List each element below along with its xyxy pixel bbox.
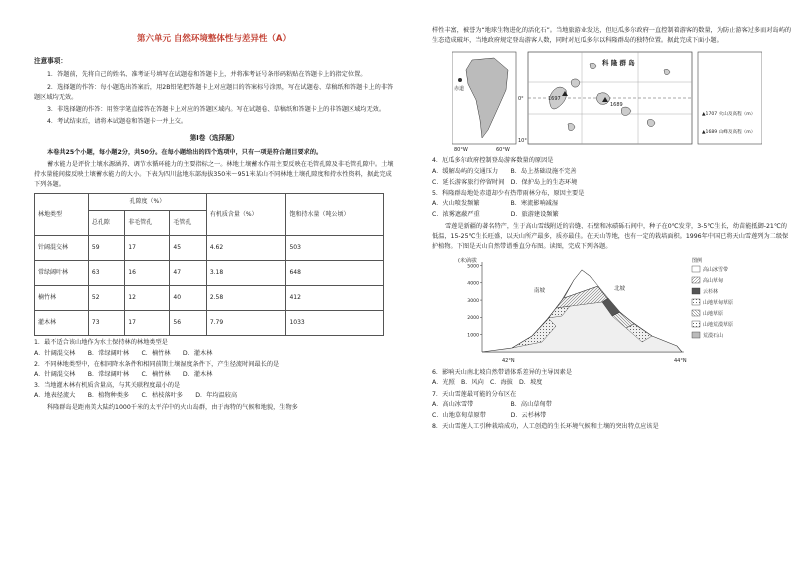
y-tick-label: 2000 xyxy=(467,316,479,322)
table-header: 有机质含量（%） xyxy=(206,194,286,236)
question-options: A．光照 B．风向 C．海拔 D．坡度 xyxy=(432,379,543,387)
question-options: A．针阔混交林 B．常绿阔叶林 C．楠竹林 D．灌木林 xyxy=(34,349,213,357)
legend-entry: 山地荒漠草原 xyxy=(703,322,734,329)
galapagos-map xyxy=(452,50,762,152)
table-cell: 常绿阔叶林 xyxy=(35,261,89,286)
map-lat-label: 10° xyxy=(518,138,527,145)
table-cell: 3.18 xyxy=(206,261,286,286)
table-cell: 17 xyxy=(125,236,170,261)
legend-swatch xyxy=(692,299,700,305)
table-cell: 45 xyxy=(170,236,206,261)
question-options: A．地表径流大 B．植物种类多 C．枯枝落叶多 D．年均温较高 xyxy=(34,392,238,400)
table-header: 毛管孔 xyxy=(170,211,206,236)
map-peak-label: 1689 xyxy=(610,102,623,109)
question-7 xyxy=(432,390,792,422)
table-cell: 楠竹林 xyxy=(35,286,89,311)
table-row xyxy=(35,236,384,261)
question-text: 1．最不适合该山地作为水土保持林的林地类型是 xyxy=(34,339,168,347)
question-3 xyxy=(34,381,394,401)
table-cell: 4.62 xyxy=(206,236,286,261)
map-label-region: 科 隆 群 岛 xyxy=(602,59,635,68)
section-heading: 第Ⅰ卷（选择题） xyxy=(189,134,239,143)
chart-ylabel: (米)海拔 xyxy=(458,258,477,265)
table-cell: 648 xyxy=(286,261,384,286)
table-row xyxy=(35,261,384,286)
table-cell: 12 xyxy=(125,286,170,311)
legend-swatch xyxy=(692,321,700,327)
map-peak-label: 1697 xyxy=(548,96,561,103)
chart-label-south: 南坡 xyxy=(534,288,546,295)
table-cell: 灌木林 xyxy=(35,311,89,336)
question-2 xyxy=(34,360,394,380)
map-lat-label: 0° xyxy=(518,96,524,103)
table-cell: 56 xyxy=(170,311,206,336)
map-legend-mount xyxy=(702,128,755,138)
legend-label: 山峰及高程（m） xyxy=(718,130,756,136)
question-text: 7．天山雪莲最可能的分布区在 xyxy=(432,390,517,398)
left-column xyxy=(34,30,394,415)
table-header: 非毛管孔 xyxy=(125,211,170,236)
question-text: 5．科隆群岛地处赤道却少有热带雨林分布，原因主要是 xyxy=(432,190,585,198)
question-options: A．高山冰雪带 B．高山草甸带 xyxy=(432,400,552,408)
table-cell: 2.58 xyxy=(206,286,286,311)
legend-swatch xyxy=(692,288,700,294)
passage-2-cont: 样性丰富，被誉为“地球生物进化的活化石”。当地旅游业发达，但厄瓜多尔政府一直控制着游客的数量，为防止游客过多而对岛屿的生态造成破坏，当地政府规定登岛游客人数，同时对厄瓜多尔以科隆群岛的独特位置。据此完成下面小题。 xyxy=(432,27,792,45)
table-cell: 针阔混交林 xyxy=(35,236,89,261)
legend-entry: 云杉林 xyxy=(703,289,719,296)
question-text: 3．当地灌木林有机质含量高，与其关联程度最小的是 xyxy=(34,382,181,390)
question-text: 8．天山雪莲人工引种栽培成功，人工创造的生长环境气候和土壤的突出特点应该是 xyxy=(432,423,659,431)
map-lon-label: 80°W xyxy=(454,147,468,154)
table-cell: 73 xyxy=(88,311,124,336)
table-header: 孔隙度（%） xyxy=(88,194,206,211)
table-cell: 59 xyxy=(88,236,124,261)
right-column xyxy=(432,26,792,432)
map-label-equator: 赤道 xyxy=(454,86,465,93)
legend-swatch xyxy=(692,332,700,338)
legend-swatch xyxy=(692,277,700,283)
table-cell: 412 xyxy=(286,286,384,311)
table-cell: 1033 xyxy=(286,311,384,336)
question-text: 4．厄瓜多尔政府控制登岛游客数量的原因是 xyxy=(432,157,554,165)
table-row xyxy=(35,311,384,336)
table-header: 总孔隙 xyxy=(88,211,124,236)
chart-xlabel-right: 44°N xyxy=(674,358,687,365)
notice-item: 3．非选择题的作答：用签字笔直接答在答题卡上对应的答题区域内。写在试题卷、草稿纸和答题卡上的非答题区域均无效。 xyxy=(47,106,386,114)
question-1 xyxy=(34,338,394,358)
question-options: C．浓雾遮蔽严重 D．旅游建设频繁 xyxy=(432,211,559,219)
table-cell: 16 xyxy=(125,261,170,286)
table-cell: 17 xyxy=(125,311,170,336)
question-6 xyxy=(432,368,792,388)
y-tick-label: 5000 xyxy=(467,264,479,270)
table-cell: 40 xyxy=(170,286,206,311)
notice-item: 2．选择题的作答：每小题选出答案后，用2B铅笔把答题卡上对应题目的答案标号涂黑，写在试题卷、草稿纸和答题卡上的非答题区域均无效。 xyxy=(34,83,394,101)
table-cell: 47 xyxy=(170,261,206,286)
question-5 xyxy=(432,189,792,221)
passage-2-start: 科隆群岛是距南美大陆约1000千米的太平洋中的火山岛群，由于海特的气候和地貌，生物多 xyxy=(47,403,298,411)
question-options: C．延长游客旅行停留时间 D．保护岛上的生态环境 xyxy=(432,178,578,186)
legend-entry: 高山冰雪带 xyxy=(703,267,729,274)
notice-item: 4．考试结束后，请将本试题卷和答题卡一并上交。 xyxy=(47,118,188,126)
question-text: 2．不同林地类型中，在相同降水条件和相同前期土壤湿度条件下，产生径流时间最长的是 xyxy=(34,360,280,368)
table-cell: 503 xyxy=(286,236,384,261)
chart-legend-title: 图例 xyxy=(692,258,703,265)
question-8 xyxy=(432,422,792,432)
chart-xlabel-left: 42°N xyxy=(502,358,515,365)
table-header: 饱和持水量（吨公顷） xyxy=(286,194,384,236)
legend-value: ▲1689 xyxy=(702,130,718,136)
page-title: 第六单元 自然环境整体性与差异性（A） xyxy=(136,34,292,44)
legend-label: 火山及高程（m） xyxy=(718,112,756,118)
map-legend-volcano xyxy=(702,110,755,120)
map-lon-label: 60°W xyxy=(496,147,510,154)
passage-1: 蓄水能力是评价土壤水源涵养、调节水循环能力的主要指标之一。林地土壤蓄水作用主要反映在毛管孔隙及非毛管孔隙中。土壤持水量能间接反映土壤蓄水能力的大小。下表为四川盆地东部海拔350米～951米某山不同林地土壤孔隙度和持水性资料，据此完成下列各题。 xyxy=(34,160,394,189)
soil-porosity-table xyxy=(34,193,384,336)
notice-heading: 注意事项： xyxy=(34,57,67,66)
legend-swatch xyxy=(692,310,700,316)
passage-3: 雪莲是新疆的著名特产，生于高山雪线附近的岩缝、石壁和冰碛砾石间中，种子在0℃发芽，3-5℃生长，幼苗能抵御-21℃的低温，15-25℃生长旺盛，以天山所产最多，质亦最佳。在天山等地，也有一定的栽培面积。1996年中国已将天山雪莲列为二级保护植物。下图是天山自然带谱垂直分布图。读图，完成下列各题。 xyxy=(432,222,789,251)
question-text: 6．影响天山南北坡自然带谱体系差异的主导因素是 xyxy=(432,369,573,377)
table-row xyxy=(35,286,384,311)
question-options: A．针阔混交林 B．常绿阔叶林 C．楠竹林 D．灌木林 xyxy=(34,371,213,379)
chart-label-north: 北坡 xyxy=(614,286,626,293)
question-options: C．山地草甸草原带 D．云杉林带 xyxy=(432,412,547,420)
legend-entry: 山地草原 xyxy=(703,311,724,318)
y-tick-label: 3000 xyxy=(467,299,479,305)
notice-item: 1．答题前，先将自己的姓名、准考证号填写在试题卷和答题卡上，并将准考证号条形码粘贴在答题卡上的指定位置。 xyxy=(47,71,367,79)
table-cell: 7.79 xyxy=(206,311,286,336)
tianshan-profile-chart xyxy=(452,256,752,366)
y-tick-label: 4000 xyxy=(467,281,479,287)
legend-entry: 高山草甸 xyxy=(703,278,724,285)
table-cell: 63 xyxy=(88,261,124,286)
table-header: 林地类型 xyxy=(35,194,89,236)
legend-value: ▲1707 xyxy=(702,112,718,118)
question-options: A．火山喷发频繁 B．寒流影响减湿 xyxy=(432,200,559,208)
legend-entry: 荒漠石山 xyxy=(703,333,724,340)
legend-swatch xyxy=(692,266,700,272)
y-tick-label: 1000 xyxy=(467,333,479,339)
question-4 xyxy=(432,156,792,188)
table-cell: 52 xyxy=(88,286,124,311)
question-options: A．缓解岛屿的交通压力 B．岛上基础设施不完善 xyxy=(432,167,577,175)
section-intro: 本卷共25个小题，每小题2分，共50分。在每小题给出的四个选项中，只有一项是符合题目要求的。 xyxy=(47,148,323,156)
legend-entry: 山地草甸草原 xyxy=(703,300,734,307)
